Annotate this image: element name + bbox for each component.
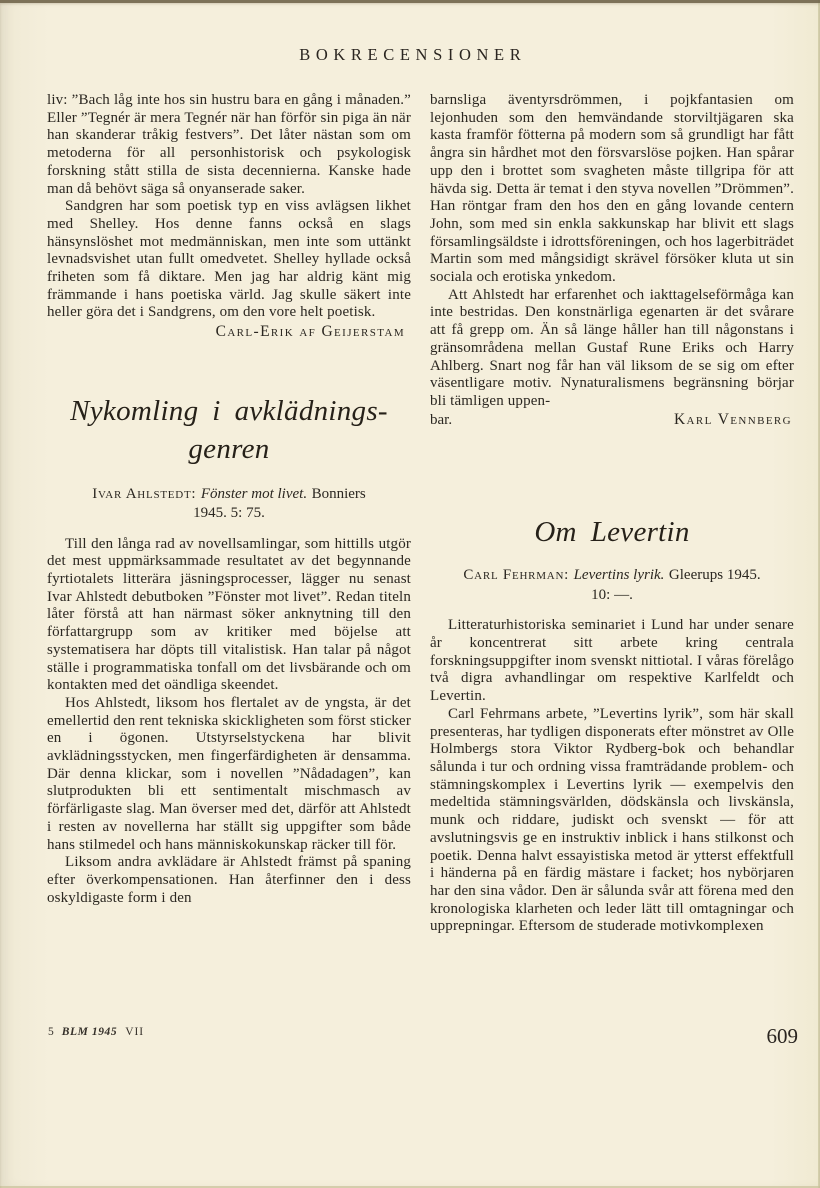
body-paragraph: liv: ”Bach låg inte hos sin hustru bara en gång i månaden.” Eller ”Tegnér är mera Tegnér när han förför sin piga än när han skanderar tråkig festvers”. Det låter nästan som om metoderna för all personhistorisk och psykologisk forskning stått stilla de sista decennierna. Kanske hade man då behövt säga så onyanserade saker. <box>47 92 411 197</box>
bibliographic-entry <box>47 485 411 524</box>
biblio-publisher: Bonniers <box>311 485 366 502</box>
biblio-book-title: Fönster mot livet. <box>200 485 308 502</box>
two-column-layout <box>0 65 820 936</box>
review-title-line: Nykomling i avklädnings- <box>70 394 388 427</box>
left-column <box>47 92 411 936</box>
imprint-journal: BLM 1945 <box>61 1026 118 1038</box>
right-column <box>430 92 794 936</box>
body-paragraph: Carl Fehrmans arbete, ”Levertins lyrik”, som här skall presenteras, har tydligen disponerats efter mönstret av Olle Holmbergs stora Viktor Rydberg-bok och behandlar sålunda i tur och ordning vissa framträdande problem- och stämningskomplex i Levertins lyrik — exempelvis den medeltida stämningsvärlden, dödskänsla och livskänsla, munk och riddare, judiskt och svenskt — för att avslutningsvis ge en instruktiv inblick i hans stilkonst och poetik. Denna halvt essayistiska metod är ytterst effektfull i händerna på en färdig mästare i facket; hos nybörjaren har den sina vådor. Den är sålunda svår att förena med den kronologiska klarheten och leder lätt till omtagningar och upprepningar. Eftersom de studerade motivkomplexen <box>430 705 794 935</box>
body-paragraph: Liksom andra avklädare är Ahlstedt främst på spaning efter överkompensationen. Han återfinner den i dess oskyldigaste form i den <box>47 854 411 906</box>
body-paragraph: Hos Ahlstedt, liksom hos flertalet av de yngsta, är det emellertid den rent tekniska skickligheten som först sticker en i ögonen. Utstyrselstyckena har blivit avklädningsstycken, men fingerfärdigheten är densamma. Där denna klickar, som i novellen ”Nådadagen”, kan slutprodukten bli ett sentimentalt mischmasch av förfärligaste slag. Man överser med det, därför att Ahlstedt i resten av novellerna har ställt sig uppgifter som både hans stilmedel och hans människokunskap räcker till för. <box>47 694 411 853</box>
body-paragraph: Att Ahlstedt har erfarenhet och iakttagelseförmåga kan inte bestridas. Den konstnärliga egenarten är det svårare att få grepp om. Än så länge håller han till någonstans i gränsområdena mellan Gustaf Rune Eriks och Harry Ahlberg. Snart nog får han väl liksom de se sig om efter väsentligare motiv. Nynaturalismens begränsning börjar bli tämligen uppen- <box>430 286 794 409</box>
author-signature: Karl Vennberg <box>673 410 792 428</box>
biblio-book-title: Levertins lyrik. <box>573 567 665 584</box>
body-paragraph: Till den långa rad av novellsamlingar, som hittills utgör det mest uppmärksammade resultatet av det begynnande fyrtiotalets litterära jäsningsprocesser, lägger nu senast Ivar Ahlstedt debutboken ”Fönster mot livet”. Redan titeln låter förstå att han närmast söker anknytning till den författargrupp som av kritiker med böjelse att systematisera har döpts till vitalistisk. Han talar på något ställe i programmatiska tonfall om det livsbärande och om kontakten med det oändliga skeendet. <box>47 535 411 694</box>
biblio-publisher: Gleerups 1945. <box>668 567 761 584</box>
biblio-year-price: 1945. 5: 75. <box>193 505 265 522</box>
body-paragraph: Litteraturhistoriska seminariet i Lund har under senare år koncentrerat sitt arbete kring centrala forskningsuppgifter inom svenskt nittiotal. I våras förelågo två digra avhandlingar om respektive Karlfeldt och Levertin. <box>430 617 794 705</box>
biblio-author: Carl Fehrman: <box>463 567 570 584</box>
paragraph-last-word: bar. <box>430 411 453 428</box>
review-title <box>430 513 794 551</box>
body-paragraph: Sandgren har som poetisk typ en viss avlägsen likhet med Shelley. Hos denne fanns också en slags hänsynslöshet mot medmänniskan, men inte som uttänkt levnadsvishet utan fullt omedvetet. Shelley hyllade också friheten som få diktare. Men jag har aldrig känt mig främmande i hans poetiska värld. Jag skulle säkert inte heller göra det i Sandgrens, om den vore helt poetisk. <box>47 198 411 321</box>
page-number: 609 <box>766 1024 798 1048</box>
body-paragraph: barnsliga äventyrsdrömmen, i pojkfantasien om lejonhuden som den hemvändande storviltjägaren ska kasta framför fötterna på modern som så grundligt har fått ångra sin hårdhet mot den försvarslöse pojken. Han spårar upp den i brottet som svagheten måste tillgripa för att hävda sig. Detta är temat i den styva novellen ”Drömmen”. Han röntgar fram den hos den en gång lovande centern John, som med sin enkla sakkunskap har blivit ett slags församlingsäldste i idrottsföreningen, och hos lagerbiträdet Martin som med mångsidigt skrävel försöker kluta ut sin sociala och erotiska ynkedom. <box>430 92 794 286</box>
biblio-price: 10: —. <box>591 586 633 603</box>
review-title-line: Om Levertin <box>534 516 690 549</box>
review-title <box>47 392 411 468</box>
paragraph-end-with-signature <box>430 411 794 430</box>
page-header-title: BOKRECENSIONER <box>299 45 527 64</box>
author-signature: Carl-Erik af Geijerstam <box>215 322 405 340</box>
bibliographic-entry <box>430 566 794 605</box>
biblio-author: Ivar Ahlstedt: <box>92 485 197 502</box>
footer-imprint <box>48 1026 144 1038</box>
imprint-volume: VII <box>125 1026 144 1038</box>
imprint-number: 5 <box>48 1026 55 1038</box>
review-title-line: genren <box>188 432 270 465</box>
